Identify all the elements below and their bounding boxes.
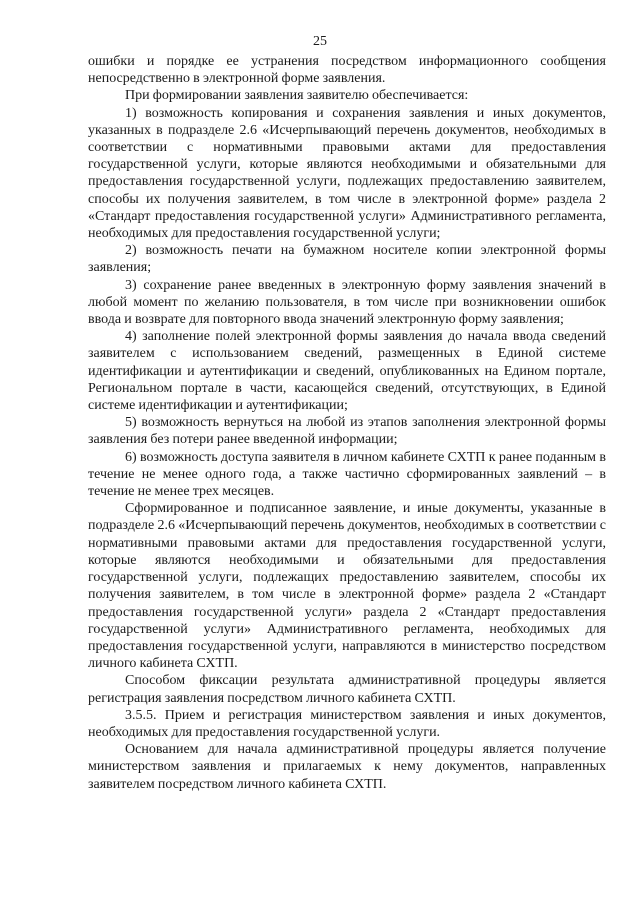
paragraph-error-message-continuation: ошибки и порядке ее устранения посредством информационного сообщения непосредственно в электронной форме заявления. xyxy=(88,54,606,87)
paragraph-procedure-basis: Основанием для начала административной процедуры является получение министерством заявления и прилагаемых к нему документов, направленных заявителем посредством личного кабинета СХТП. xyxy=(88,742,606,792)
paragraph-item-6-cabinet-access: 6) возможность доступа заявителя в личном кабинете СХТП к ранее поданным в течение не менее одного года, а также частично сформированных заявлений – в течение не менее трех месяцев. xyxy=(88,449,606,500)
paragraph-item-4-prefill: 4) заполнение полей электронной формы заявления до начала ввода сведений заявителем с использованием сведений, размещенных в Единой системе идентификации и аутентификации и сведений, опубликованных на Едином портале, Региональном портале в части, касающейся сведений, отсутствующих, в Единой системе идентификации и аутентификации; xyxy=(88,329,606,414)
paragraph-item-1-copy-save: 1) возможность копирования и сохранения заявления и иных документов, указанных в подразделе 2.6 «Исчерпывающий перечень документов, необходимых в соответствии с нормативными правовыми актами для предоставления государственной услуги, которые являются необходимыми и обязательными для предоставления государственной услуги, подлежащих предоставлению заявителем, способы их получения заявителем, в том числе в электронной форме» раздела 2 «Стандарт предоставления государственной услуги» Административного регламента, необходимых для предоставления государственной услуги; xyxy=(88,105,606,242)
page-number: 25 xyxy=(313,34,327,49)
paragraph-form-features-intro: При формировании заявления заявителю обеспечивается: xyxy=(125,88,469,104)
paragraph-section-3-5-5: 3.5.5. Прием и регистрация министерством заявления и иных документов, необходимых для предоставления государственной услуги. xyxy=(88,707,606,740)
paragraph-item-5-return-steps: 5) возможность вернуться на любой из этапов заполнения электронной формы заявления без потери ранее введенной информации; xyxy=(88,415,606,448)
paragraph-item-2-print: 2) возможность печати на бумажном носителе копии электронной формы заявления; xyxy=(88,243,606,276)
paragraph-fixation-method: Способом фиксации результата административной процедуры является регистрация заявления посредством личного кабинета СХТП. xyxy=(88,673,606,706)
paragraph-item-3-save-values: 3) сохранение ранее введенных в электронную форму заявления значений в любой момент по желанию пользователя, в том числе при возникновении ошибок ввода и возврате для повторного ввода значений электронную форму заявления; xyxy=(88,277,606,328)
document-body xyxy=(88,53,606,793)
paragraph-submission: Сформированное и подписанное заявление, и иные документы, указанные в подразделе 2.6 «Исчерпывающий перечень документов, необходимых в соответствии с нормативными правовыми актами для предоставления государственной услуги, которые являются необходимыми и обязательными для предоставления государственной услуги, подлежащих предоставлению заявителем, способы их получения заявителем, в том числе в электронной форме» раздела 2 «Стандарт предоставления государственной услуги» раздела 2 «Стандарт предоставления государственной услуги» Административного регламента, необходимых для предоставления государственной услуги, направляются в министерство посредством личного кабинета СХТП. xyxy=(88,501,606,672)
